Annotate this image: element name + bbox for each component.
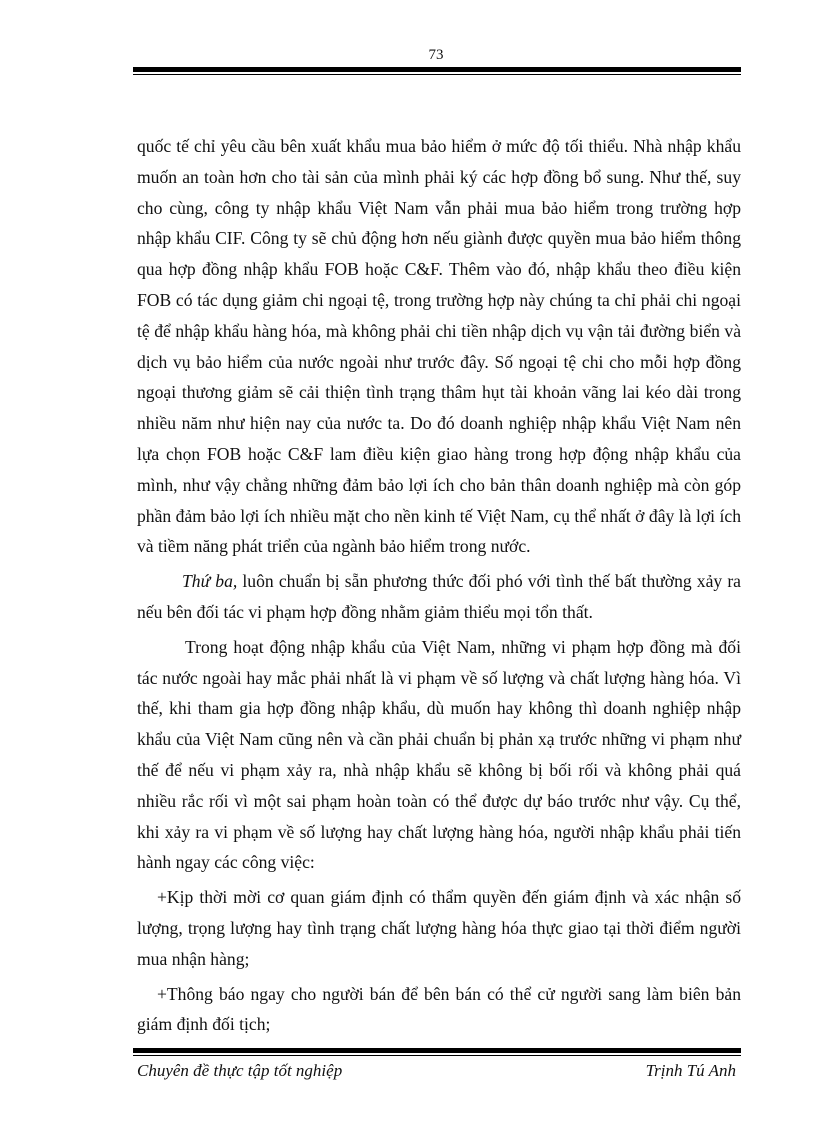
header-rule-thin xyxy=(133,74,741,75)
page-number: 73 xyxy=(428,47,444,63)
footer-author: Trịnh Tú Anh xyxy=(645,1061,736,1080)
footer-rule-thick xyxy=(133,1048,741,1053)
paragraph-3: Trong hoạt động nhập khẩu của Việt Nam, những vi phạm hợp đồng mà đối tác nước ngoài hay mắc phải nhất là vi phạm về số lượng và chất lượng hàng hóa. Vì thế, khi tham gia hợp đồng nhập khẩu, dù muốn hay không thì doanh nghiệp nhập khẩu của Việt Nam cũng nên và cần phải chuẩn bị phản xạ trước những vi phạm như thế để nếu vi phạm xảy ra, nhà nhập khẩu sẽ không bị bối rối và không phải quá nhiều rắc rối vì một sai phạm hoàn toàn có thể được dự báo trước như vậy. Cụ thể, khi xảy ra vi phạm về số lượng hay chất lượng hàng hóa, người nhập khẩu phải tiến hành ngay các công việc: xyxy=(137,636,741,873)
footer-title: Chuyên đề thực tập tốt nghiệp xyxy=(137,1061,343,1080)
paragraph-2-text: luôn chuẩn bị sẵn phương thức đối phó với tình thế bất thường xảy ra nếu bên đối tác vi phạm hợp đồng nhằm giảm thiểu mọi tổn thất. xyxy=(137,571,741,622)
bullet-item-1: +Kịp thời mời cơ quan giám định có thẩm quyền đến giám định và xác nhận số lượng, trọng lượng hay tình trạng chất lượng hàng hóa thực giao tại thời điểm người mua nhận hàng; xyxy=(137,887,741,969)
bullet-item-2: +Thông báo ngay cho người bán để bên bán có thể cử người sang làm biên bản giám định đối tịch; xyxy=(137,983,741,1035)
paragraph-1: quốc tế chỉ yêu cầu bên xuất khẩu mua bảo hiểm ở mức độ tối thiểu. Nhà nhập khẩu muốn an toàn hơn cho tài sản của mình phải ký các hợp đồng bổ sung. Như thế, suy cho cùng, công ty nhập khẩu Việt Nam vẫn phải mua bảo hiểm trong trường hợp nhập khẩu CIF. Công ty sẽ chủ động hơn nếu giành được quyền mua bảo hiểm thông qua hợp đồng nhập khẩu FOB hoặc C&F. Thêm vào đó, nhập khẩu theo điều kiện FOB có tác dụng giảm chi ngoại tệ, trong trường hợp này chúng ta chỉ phải chi ngoại tệ để nhập khẩu hàng hóa, mà không phải chi tiền nhập dịch vụ vận tải đường biển và dịch vụ bảo hiểm của nước ngoài như trước đây. Số ngoại tệ chi cho mỗi hợp đồng ngoại thương giảm sẽ cải thiện tình trạng thâm hụt tài khoản vãng lai kéo dài trong nhiều năm như hiện nay của nước ta. Do đó doanh nghiệp nhập khẩu Việt Nam nên lựa chọn FOB hoặc C&F lam điều kiện giao hàng trong hợp động nhập khẩu của mình, như vậy chẳng những đảm bảo lợi ích cho bản thân doanh nghiệp mà còn góp phần đảm bảo lợi ích nhiều mặt cho nền kinh tế Việt Nam, cụ thể nhất ở đây là lợi ích và tiềm năng phát triển của ngành bảo hiểm trong nước. xyxy=(137,136,741,557)
footer-rule-thin xyxy=(133,1055,741,1056)
header-rule-thick xyxy=(133,67,741,72)
paragraph-2 xyxy=(137,566,741,628)
document-body xyxy=(137,131,741,1040)
paragraph-2-lead: Thứ ba, xyxy=(182,571,238,592)
